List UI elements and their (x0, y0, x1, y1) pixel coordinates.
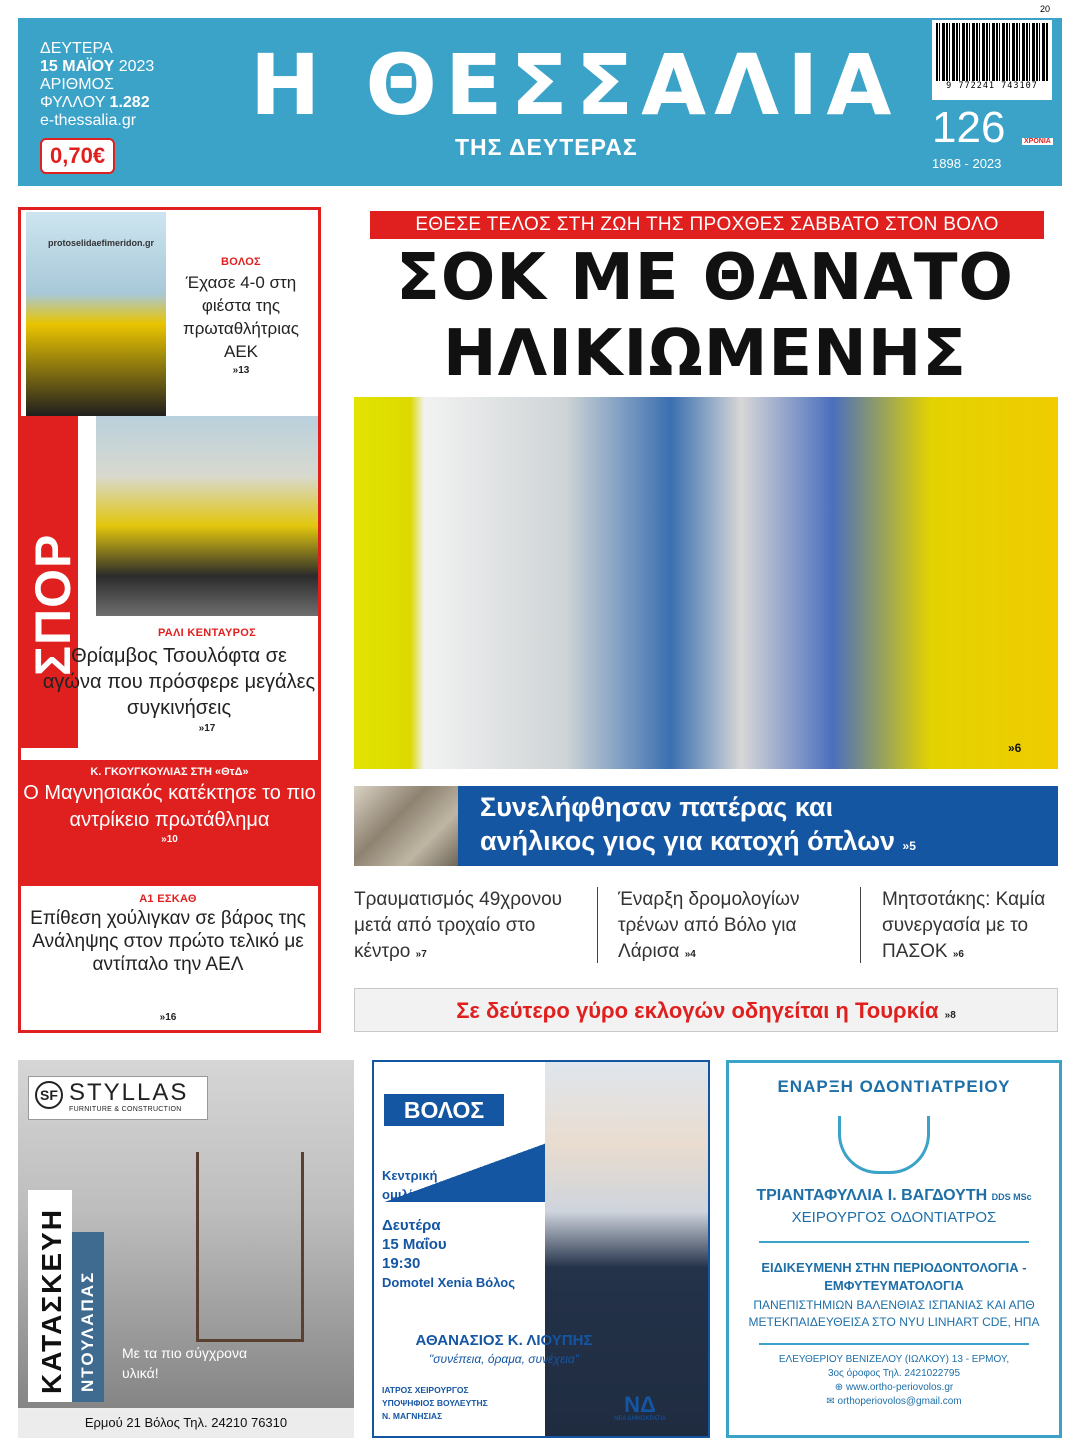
column-divider (597, 887, 598, 963)
newspaper-title: Η ΘΕΣΣΑΛΙΑ (250, 36, 900, 134)
volos-headline[interactable]: Έχασε 4-0 στη φιέστα της πρωταθλήτριας ΑΕΚ (182, 273, 299, 361)
candidate-photo (545, 1062, 708, 1436)
rally-page-ref: »17 (198, 723, 216, 734)
years-range: 1898 - 2023 (932, 156, 1002, 171)
years-badge (932, 103, 1051, 171)
candidate-role: ΙΑΤΡΟΣ ΧΕΙΡΟΥΡΓΟΣ ΥΠΟΨΗΦΙΟΣ ΒΟΥΛΕΥΤΗΣ Ν. ΜΑΓΝΗΣΙΑΣ (382, 1385, 488, 1421)
barcode (932, 20, 1052, 100)
divider (759, 1343, 1029, 1345)
turkey-page-ref: »8 (944, 1010, 956, 1021)
stylias-address: Ερμού 21 Βόλος Τηλ. 24210 76310 (18, 1408, 354, 1438)
price-badge: 0,70€ (40, 138, 115, 174)
stylias-logo: SF STYLLAS FURNITURE & CONSTRUCTION (28, 1076, 208, 1120)
dentist-address: ΕΛΕΥΘΕΡΙΟΥ ΒΕΝΙΖΕΛΟΥ (ΙΩΛΚΟΥ) 13 - ΕΡΜΟΥ, 3ος όροφος Τηλ. 2421022795 ⊕ www.ortho-periovolos.gr ✉ orthoperiovolos@gmail.com (729, 1353, 1059, 1409)
interview-headline[interactable]: Ο Μαγνησιακός κατέκτησε το πιο αντρίκειο πρωτάθλημα (23, 782, 316, 831)
dentist-specialty: ΧΕΙΡΟΥΡΓΟΣ ΟΔΟΝΤΙΑΤΡΟΣ (791, 1209, 997, 1226)
issue-day: ΔΕΥΤΕΡΑ (40, 40, 113, 57)
rally-kicker: ΡΑΛΙ ΚΕΝΤΑΥΡΟΣ (157, 627, 257, 639)
column-divider (860, 887, 861, 963)
interview-box (18, 760, 321, 886)
main-headline[interactable]: ΣΟΚ ΜΕ ΘΑΝΑΤΟ ΗΛΙΚΙΩΜΕΝΗΣ (396, 241, 1014, 391)
date-block (22, 20, 182, 130)
candidate-name: ΑΘΑΝΑΣΙΟΣ Κ. ΛΙΟΥΠΗΣ (415, 1332, 593, 1349)
rally-headline[interactable]: Θρίαμβος Τσουλόφτα σε αγώνα που πρόσφερε μεγάλες συγκινήσεις (42, 645, 316, 719)
weapons-photo (354, 786, 458, 866)
sports-label: ΣΠΟΡ (25, 533, 81, 676)
sf-logo-icon: SF (35, 1081, 63, 1109)
eskath-kicker: Α1 ΕΣΚΑΘ (139, 893, 197, 905)
liouphs-event-info: Κεντρική ομιλία Δευτέρα 15 Μαΐου 19:30 Domotel Xenia Βόλος (382, 1168, 516, 1290)
stylias-slogan: Με τα πιο σύγχρονα υλικά! (122, 1345, 248, 1381)
brief-accident[interactable]: Τραυματισμός 49χρονου μετά από τροχαίο στο κέντρο »7 (354, 889, 563, 962)
main-kicker: ΕΘΕΣΕ ΤΕΛΟΣ ΣΤΗ ΖΩΗ ΤΗΣ ΠΡΟΧΘΕΣ ΣΑΒΒΑΤΟ ΣΤΟΝ ΒΟΛΟ (370, 211, 1044, 239)
eskath-headline[interactable]: Επίθεση χούλιγκαν σε βάρος της Ανάληψης στον πρώτο τελικό με αντίπαλο την ΑΕΛ (30, 908, 306, 975)
email-link[interactable]: ✉ orthoperiovolos@gmail.com (826, 1396, 962, 1407)
party-logo: ΝΔ ΝΕΑ ΔΗΜΟΚΡΑΤΙΑ (614, 1392, 666, 1422)
arrest-headline[interactable]: Συνελήφθησαν πατέρας και ανήλικος γιος για κατοχή όπλων »5 (458, 786, 1058, 866)
wardrobe-illustration (196, 1152, 304, 1342)
newspaper-subtitle: ΤΗΣ ΔΕΥΤΕΡΑΣ (455, 134, 638, 160)
watermark: protoselidaefimeridon.gr (48, 238, 155, 248)
interview-kicker: Κ. ΓΚΟΥΓΚΟΥΛΙΑΣ ΣΤΗ «ΘτΔ» (90, 766, 249, 778)
dentist-education: ΠΑΝΕΠΙΣΤΗΜΙΩΝ ΒΑΛΕΝΘΙΑΣ ΙΣΠΑΝΙΑΣ ΚΑΙ ΑΠΘ ΜΕΤΕΚΠΑΙΔΕΥΘΕΙΣΑ ΣΤΟ NYU LINHART CDE, ΗΠΑ (748, 1298, 1040, 1329)
dentist-ad-title: ΕΝΑΡΞΗ ΟΔΟΝΤΙΑΤΡΕΙΟΥ (777, 1077, 1011, 1096)
issue-number: ΑΡΙΘΜΟΣ ΦΥΛΛΟΥ 1.282 (40, 76, 150, 111)
main-page-ref: »6 (1008, 741, 1022, 755)
barcode-suffix: 20 (1040, 4, 1051, 14)
stylias-vertical-2: ΝΤΟΥΛΑΠΑΣ (72, 1232, 104, 1402)
candidate-slogan: "συνέπεια, όραμα, συνέχεια" (428, 1352, 580, 1366)
liouphs-city-tag: ΒΟΛΟΣ (384, 1094, 504, 1126)
brief-mitsotakis[interactable]: Μητσοτάκης: Καμία συνεργασία με το ΠΑΣΟΚ »6 (882, 889, 1046, 962)
divider (759, 1241, 1029, 1243)
dentist-specialization: ΕΙΔΙΚΕΥΜΕΝΗ ΣΤΗΝ ΠΕΡΙΟΔΟΝΤΟΛΟΓΙΑ - ΕΜΦΥΤΕΥΜΑΤΟΛΟΓΙΑ (761, 1260, 1027, 1293)
issue-date: 15 ΜΑΪΟΥ 2023 (40, 58, 155, 75)
years-number: 126 (932, 103, 1006, 152)
turkey-headline[interactable]: Σε δεύτερο γύρο εκλογών οδηγείται η Τουρκία »8 (354, 988, 1058, 1032)
brief-trains[interactable]: Έναρξη δρομολογίων τρένων από Βόλο για Λάρισα »4 (618, 889, 800, 962)
interview-page-ref: »10 (161, 834, 178, 845)
volos-page-ref: »13 (232, 365, 250, 376)
arrest-page-ref: »5 (902, 839, 916, 853)
ambulance-photo (354, 397, 1058, 769)
stylias-vertical-1: ΚΑΤΑΣΚΕΥΗ (28, 1190, 72, 1402)
rally-car-photo (96, 416, 318, 616)
years-label: ΧΡΟΝΙΑ (1024, 138, 1051, 145)
web-link[interactable]: ⊕ www.ortho-periovolos.gr (834, 1382, 954, 1393)
dentist-name: ΤΡΙΑΝΤΑΦΥΛΛΙΑ Ι. ΒΑΓΔΟΥΤΗ DDS MSc (756, 1187, 1032, 1204)
eskath-page-ref: »16 (159, 1012, 177, 1023)
website-link[interactable]: e-thessalia.gr (40, 112, 137, 129)
barcode-number: 9 772241 743107 (946, 81, 1038, 91)
volos-kicker: ΒΟΛΟΣ (221, 256, 261, 268)
barcode-bars (936, 23, 1048, 81)
